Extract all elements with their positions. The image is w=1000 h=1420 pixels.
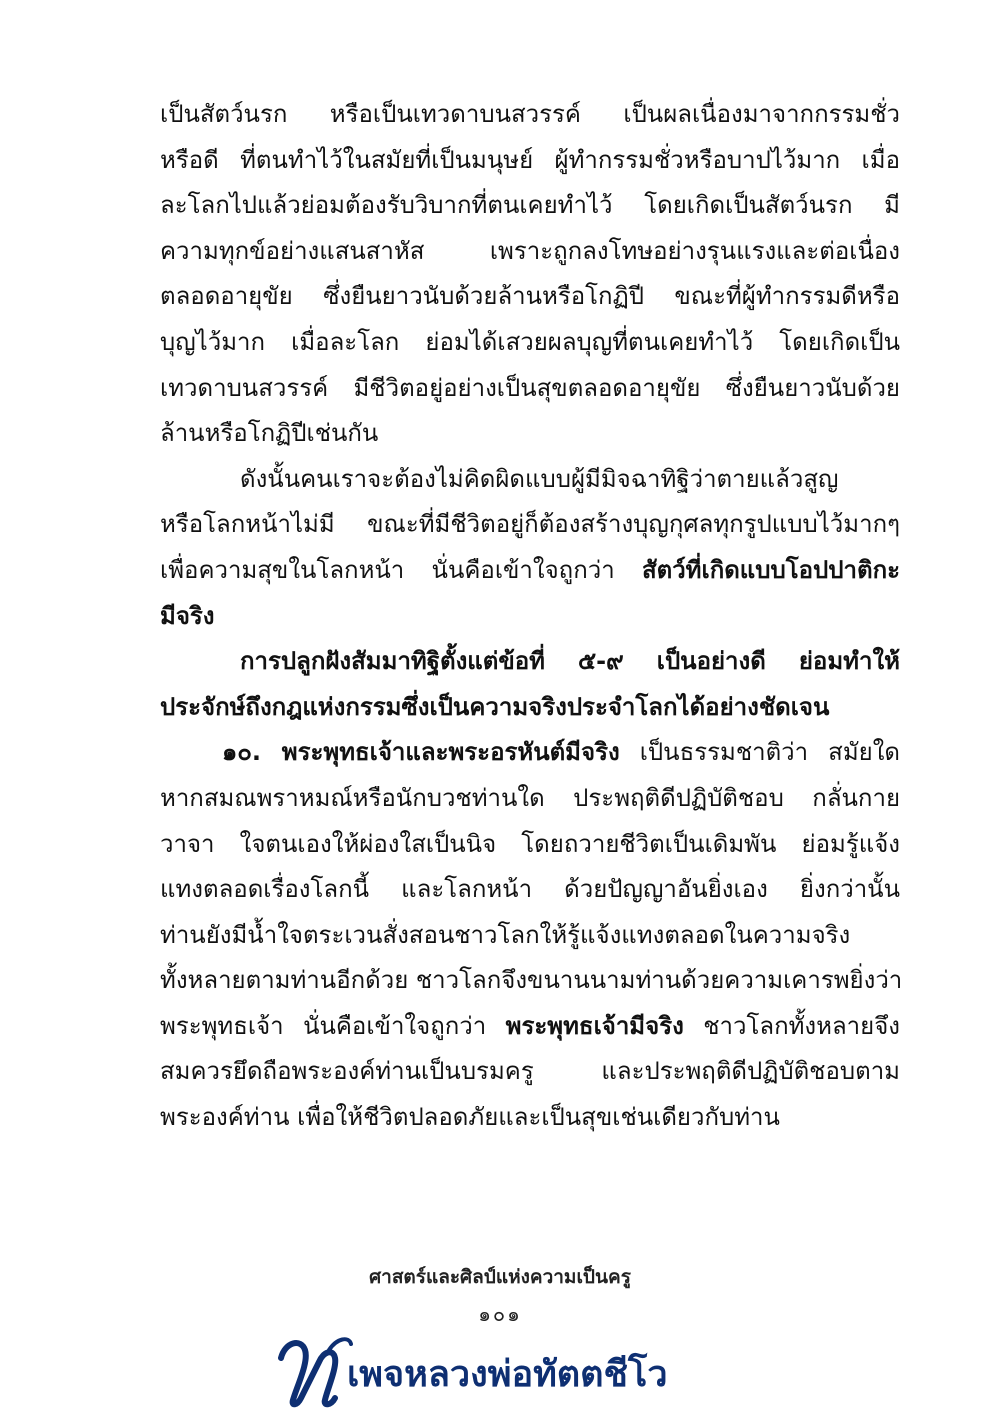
text-line: หรือโลกหน้าไม่มี ขณะที่มีชีวิตอยู่ก็ต้องสร้างบุญกุศลทุกรูปแบบไว้มากๆ bbox=[160, 510, 900, 539]
brand-swirl-icon bbox=[275, 1328, 353, 1408]
text-line: ท่านยังมีน้ำใจตระเวนสั่งสอนชาวโลกให้รู้แจ้งแทงตลอดในความจริง bbox=[160, 920, 851, 949]
text-line: วาจา ใจตนเองให้ผ่องใสเป็นนิจ โดยถวายชีวิตเป็นเดิมพัน ย่อมรู้แจ้ง bbox=[160, 829, 900, 858]
page-number: ๑๐๑ bbox=[478, 1302, 522, 1326]
text-line: ตลอดอายุขัย ซึ่งยืนยาวนับด้วยล้านหรือโกฏิปี ขณะที่ผู้ทำกรรมดีหรือ bbox=[160, 282, 900, 311]
text-line: หรือดี ที่ตนทำไว้ในสมัยที่เป็นมนุษย์ ผู้ทำกรรมชั่วหรือบาปไว้มาก เมื่อ bbox=[160, 145, 900, 174]
text-line: ความทุกข์อย่างแสนสาหัส เพราะถูกลงโทษอย่างรุนแรงและต่อเนื่อง bbox=[160, 236, 900, 265]
numbered-heading: ๑๐. พระพุทธเจ้าและพระอรหันต์มีจริง bbox=[222, 738, 620, 767]
text-line: พระองค์ท่าน เพื่อให้ชีวิตปลอดภัยและเป็นสุขเช่นเดียวกับท่าน bbox=[160, 1103, 780, 1132]
brand-name: เพจหลวงพ่อทัตตชีโว bbox=[347, 1352, 668, 1395]
bold-phrase: สัตว์ที่เกิดแบบโอปปาติกะ bbox=[641, 555, 900, 584]
text-line: สมควรยึดถือพระองค์ท่านเป็นบรมครู และประพฤติดีปฏิบัติชอบตาม bbox=[160, 1057, 900, 1086]
bold-line: ประจักษ์ถึงกฎแห่งกรรมซึ่งเป็นความจริงประจำโลกได้อย่างชัดเจน bbox=[160, 692, 830, 721]
text-line: แทงตลอดเรื่องโลกนี้ และโลกหน้า ด้วยปัญญาอันยิ่งเอง ยิ่งกว่านั้น bbox=[160, 875, 900, 904]
text-line: เพื่อความสุขในโลกหน้า นั่นคือเข้าใจถูกว่า สัตว์ที่เกิดแบบโอปปาติกะ bbox=[160, 555, 900, 584]
bold-phrase: พระพุทธเจ้ามีจริง bbox=[505, 1011, 684, 1040]
text-line bbox=[160, 594, 900, 640]
bold-line: การปลูกฝังสัมมาทิฐิตั้งแต่ข้อที่ ๕-๙ เป็นอย่างดี ย่อมทำให้ bbox=[240, 647, 900, 676]
text-line: เทวดาบนสวรรค์ มีชีวิตอยู่อย่างเป็นสุขตลอดอายุขัย ซึ่งยืนยาวนับด้วย bbox=[160, 373, 900, 402]
text-line: หากสมณพราหมณ์หรือนักบวชท่านใด ประพฤติดีปฏิบัติชอบ กลั่นกาย bbox=[160, 783, 900, 812]
text-line: ดังนั้นคนเราจะต้องไม่คิดผิดแบบผู้มีมิจฉาทิฐิว่าตายแล้วสูญ bbox=[240, 464, 839, 493]
text-line: ละโลกไปแล้วย่อมต้องรับวิบากที่ตนเคยทำไว้ โดยเกิดเป็นสัตว์นรก มี bbox=[160, 191, 900, 220]
bold-phrase: มีจริง bbox=[160, 601, 215, 630]
text-line: ทั้งหลายตามท่านอีกด้วย ชาวโลกจึงขนานนามท่านด้วยความเคารพยิ่งว่า bbox=[160, 966, 903, 995]
text-line: ๑๐. พระพุทธเจ้าและพระอรหันต์มีจริง เป็นธรรมชาติว่า สมัยใด bbox=[222, 738, 901, 767]
text-line: ล้านหรือโกฏิปีเช่นกัน bbox=[160, 419, 379, 448]
brand-logo bbox=[275, 1328, 735, 1408]
text-line: พระพุทธเจ้า นั่นคือเข้าใจถูกว่า พระพุทธเจ้ามีจริง ชาวโลกทั้งหลายจึง bbox=[160, 1011, 900, 1040]
body-text bbox=[160, 92, 903, 1141]
text-line: บุญไว้มาก เมื่อละโลก ย่อมได้เสวยผลบุญที่ตนเคยทำไว้ โดยเกิดเป็น bbox=[160, 327, 900, 356]
footer-book-title: ศาสตร์และศิลป์แห่งความเป็นครู bbox=[369, 1266, 631, 1288]
text-line: เป็นสัตว์นรก หรือเป็นเทวดาบนสวรรค์ เป็นผลเนื่องมาจากกรรมชั่ว bbox=[160, 100, 900, 128]
